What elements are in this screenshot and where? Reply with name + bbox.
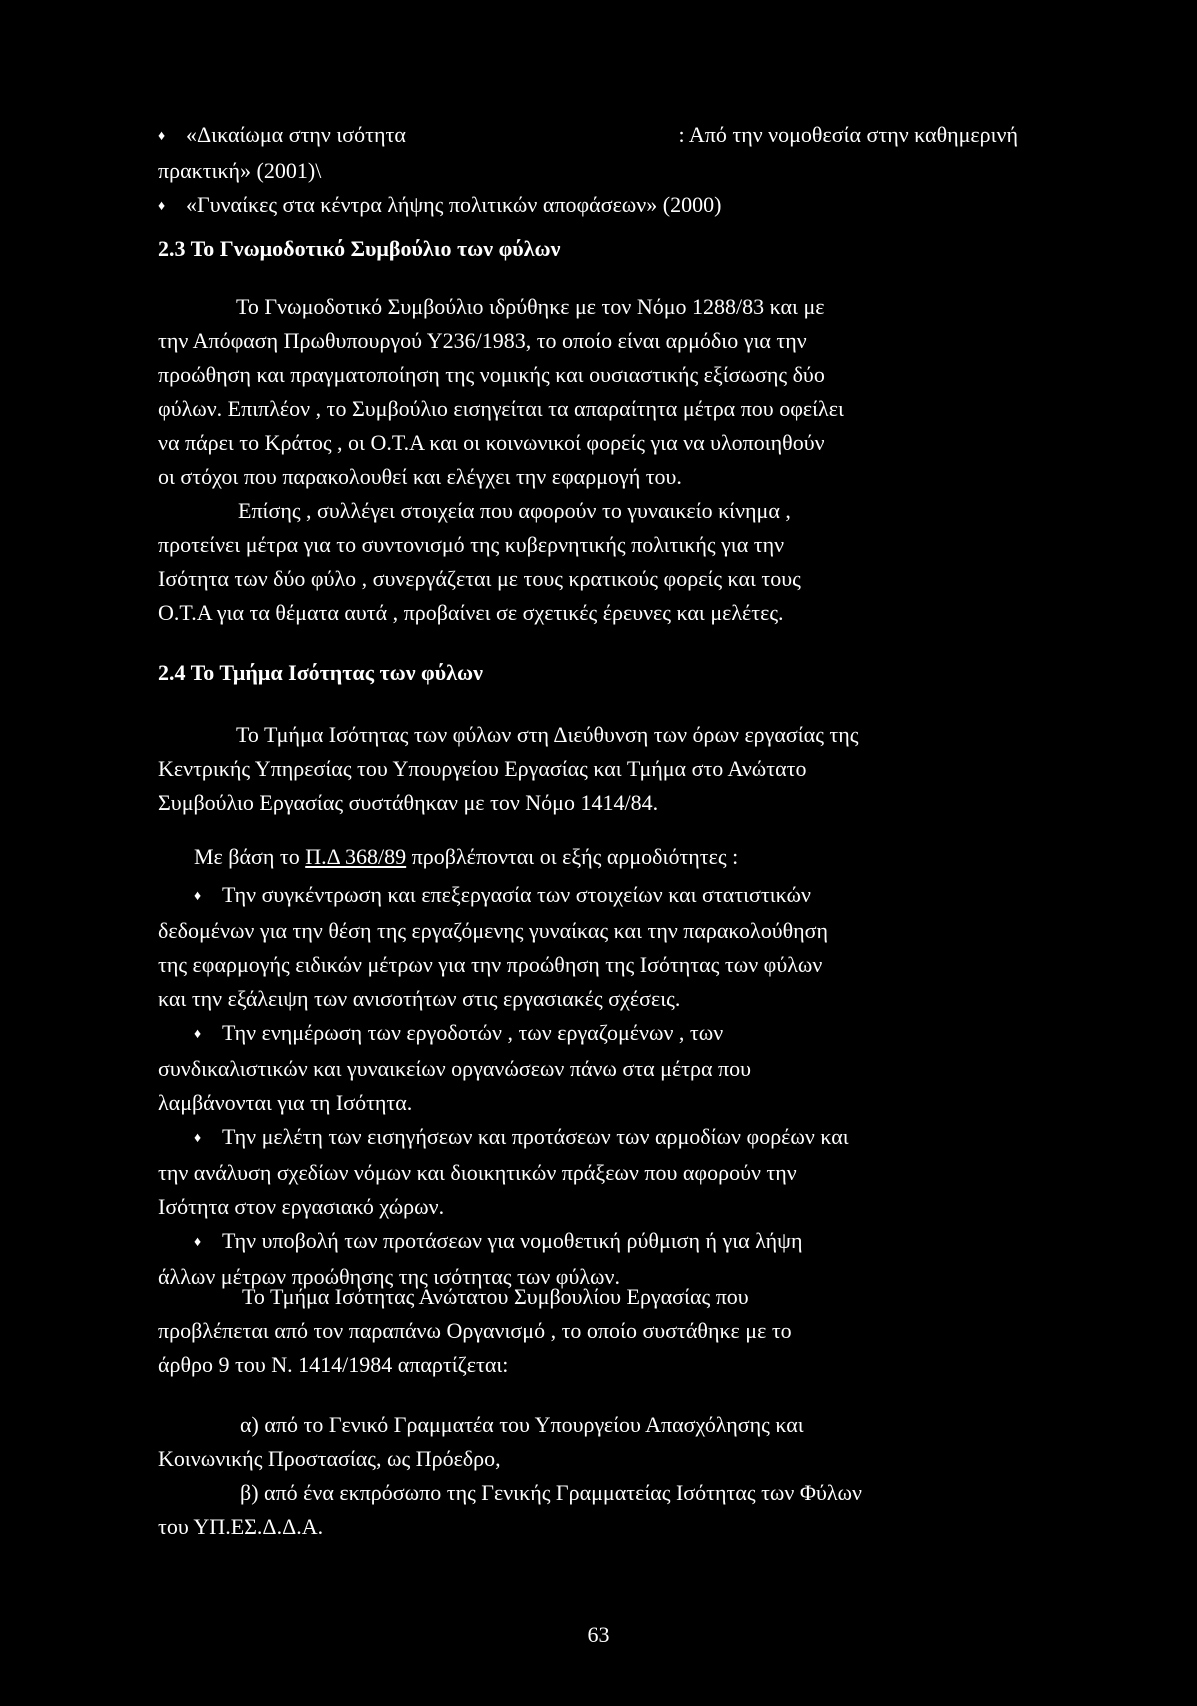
diamond-bullet-icon: ♦ [158,128,166,144]
text-line: να πάρει το Κράτος , οι Ο.Τ.Α και οι κοινωνικοί φορείς για να υλοποιηθούν [158,430,825,455]
text-span: προβλέπονται οι εξής αρμοδιότητες : [406,844,739,869]
text-line: Ισότητα των δύο φύλο , συνεργάζεται με τους κρατικούς φορείς και τους [158,566,801,591]
text-line: α) από το Γενικό Γραμματέα του Υπουργείου Απασχόλησης και [240,1412,804,1437]
page-number: 63 [587,1622,610,1647]
section-heading: 2.4 Το Τμήμα Ισότητας των φύλων [158,660,483,685]
paragraph [158,718,1018,820]
paragraph [158,494,1018,630]
text-line: Συμβούλιο Εργασίας συστάθηκαν με τον Νόμο 1414/84. [158,790,659,815]
text-line [158,290,1018,324]
text-span: Με βάση το [194,844,306,869]
text-line: της εφαρμογής ειδικών μέτρων για την προώθηση της Ισότητας των φύλων [158,951,823,977]
bullet-line [158,118,406,154]
bullet-text: πρακτική» (2001)\ [158,157,322,183]
text-line [158,1224,1018,1260]
bullet-text: Την ενημέρωση των εργοδοτών , των εργαζομένων , των [222,1019,724,1045]
text-line [158,358,1018,392]
responsibilities-list [158,878,1018,1294]
text-line: Το Γνωμοδοτικό Συμβούλιο ιδρύθηκε με τον Νόμο 1288/83 και με [236,294,825,319]
text-line: άρθρο 9 του Ν. 1414/1984 απαρτίζεται: [158,1352,509,1377]
text-line: Ο.Τ.Α για τα θέματα αυτά , προβαίνει σε σχετικές έρευνες και μελέτες. [158,600,784,625]
top-bullet-list [158,118,1018,224]
text-line [158,426,1018,460]
text-line: την ανάλυση σχεδίων νόμων και διοικητικών πράξεων που αφορούν την [158,1159,797,1185]
list-item [158,1408,1018,1476]
diamond-bullet-icon: ♦ [194,1026,202,1042]
paragraph [158,840,1018,874]
bullet-text: : Από την νομοθεσία στην καθημερινή [678,122,1018,147]
diamond-bullet-icon: ♦ [158,198,166,214]
text-line: προτείνει μέτρα για το συντονισμό της κυβερνητικής πολιτικής για την [158,532,785,557]
text-line [158,840,1018,874]
text-line [158,392,1018,426]
list-item [158,1016,1018,1120]
text-line: συνδικαλιστικών και γυναικείων οργανώσεων πάνω στα μέτρα που [158,1055,752,1081]
diamond-bullet-icon: ♦ [194,1234,202,1250]
list-item [158,188,1018,224]
text-line: προβλέπεται από τον παραπάνω Οργανισμό , το οποίο συστάθηκε με το [158,1318,792,1343]
text-line: β) από ένα εκπρόσωπο της Γενικής Γραμματείας Ισότητας των Φύλων [240,1480,862,1505]
list-item [158,1476,1018,1544]
text-line: φύλων. Επιπλέον , το Συμβούλιο εισηγείται τα απαραίτητα μέτρα που οφείλει [158,396,844,421]
diamond-bullet-icon: ♦ [194,1130,202,1146]
paragraph [158,290,1018,494]
bullet-text: «Δικαίωμα στην ισότητα [186,122,406,147]
list-item [158,878,1018,1016]
list-item [158,118,1018,154]
text-line: λαμβάνονται για τη Ισότητα. [158,1089,413,1115]
bullet-text: Την συγκέντρωση και επεξεργασία των στοιχείων και στατιστικών [222,882,811,907]
bullet-text: «Γυναίκες στα κέντρα λήψης πολιτικών αποφάσεων» (2000) [186,191,722,217]
text-line [158,1120,1018,1156]
text-line: Ισότητα στον εργασιακό χώρων. [158,1193,445,1219]
text-line: Κεντρικής Υπηρεσίας του Υπουργείου Εργασίας και Τμήμα στο Ανώτατο [158,756,807,781]
text-line: άλλων μέτρων προώθησης της ισότητας των φύλων. [158,1263,620,1289]
list-item [158,1120,1018,1224]
diamond-bullet-icon: ♦ [194,888,202,904]
text-line: Κοινωνικής Προστασίας, ως Πρόεδρο, [158,1446,501,1471]
text-line: Επίσης , συλλέγει στοιχεία που αφορούν το γυναικείο κίνημα , [238,498,791,523]
text-line: την Απόφαση Πρωθυπουργού Υ236/1983, το οποίο είναι αρμόδιο για την [158,328,807,353]
text-line: και την εξάλειψη των ανισοτήτων στις εργασιακές σχέσεις. [158,985,681,1011]
text-line: οι στόχοι που παρακολουθεί και ελέγχει την εφαρμογή του. [158,464,682,489]
section-heading: 2.3 Το Γνωμοδοτικό Συμβούλιο των φύλων [158,236,561,261]
text-line: προώθηση και πραγματοποίηση της νομικής και ουσιαστικής εξίσωσης δύο [158,362,825,387]
paragraph [158,1280,1018,1382]
text-line: Το Τμήμα Ισότητας των φύλων στη Διεύθυνση των όρων εργασίας της [236,722,859,747]
text-line [158,878,1018,914]
text-line [158,324,1018,358]
bullet-text: Την μελέτη των εισηγήσεων και προτάσεων των αρμοδίων φορέων και [222,1123,849,1149]
text-line: δεδομένων για την θέση της εργαζόμενης γυναίκας και την παρακολούθηση [158,917,828,943]
bullet-text: Την υποβολή των προτάσεων για νομοθετική ρύθμιση ή για λήψη [222,1227,803,1253]
text-line [158,1016,1018,1052]
decree-reference: Π.Δ 368/89 [305,844,407,869]
text-line: Το Τμήμα Ισότητας Ανώτατου Συμβουλίου Εργασίας που [242,1284,749,1309]
text-line: του ΥΠ.ΕΣ.Δ.Δ.Α. [158,1514,324,1539]
